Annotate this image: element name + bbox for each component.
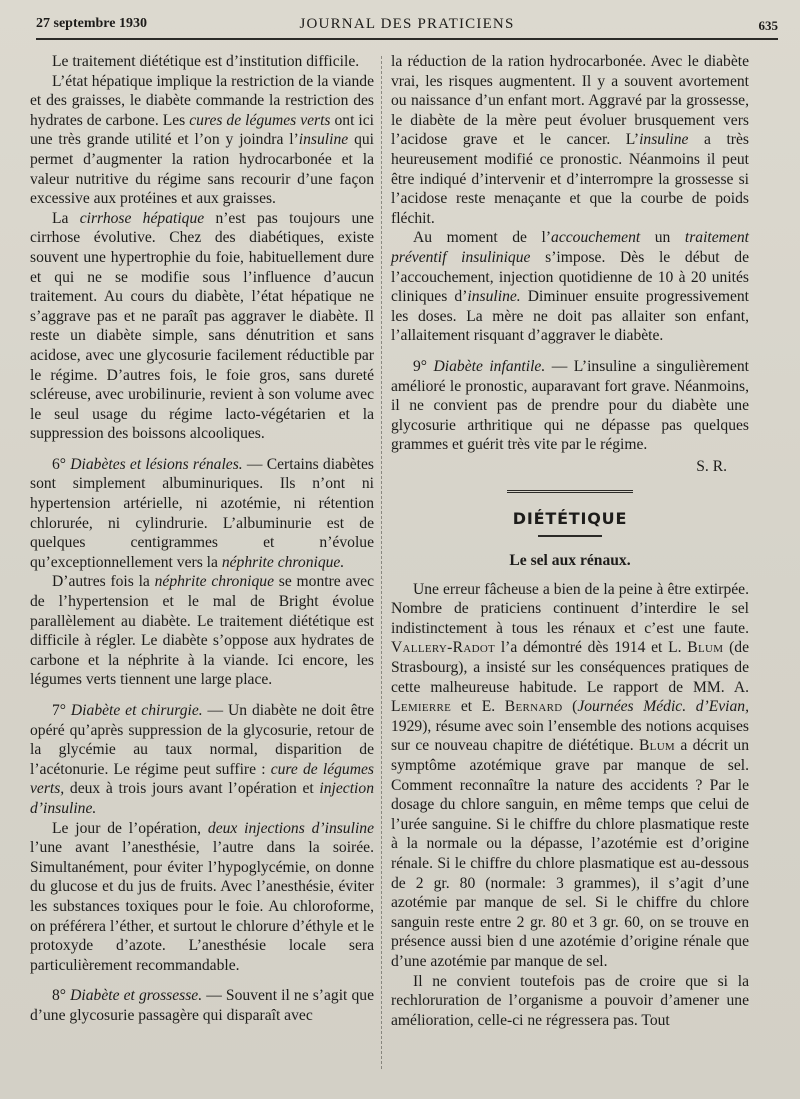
emphasis: cures de légumes verts (189, 111, 331, 129)
text: L’état hépatique implique la restriction de la viande et des graisses, le diabète commande la restriction des hydrates de carbone. Les (30, 72, 374, 129)
title-underline (538, 535, 602, 537)
section-separator (507, 490, 633, 493)
author-name: Blum (687, 639, 724, 657)
emphasis: néphrite chronique. (221, 553, 345, 571)
emphasis: accouchement (551, 229, 641, 247)
column-divider (381, 56, 382, 1069)
right-column (391, 52, 749, 1069)
section-number: 6° (52, 455, 71, 473)
emphasis: deux injections d’insuline (207, 819, 374, 837)
text: Une erreur fâcheuse a bien de la peine à être extirpée. Nombre de praticiens continuent d’interdire le sel indistinctement à tous les rénaux et c’est une faute. (391, 580, 749, 637)
text: et E. (451, 698, 505, 716)
emphasis: insuline (639, 131, 689, 149)
paragraph (391, 228, 749, 346)
text: Il ne convient toutefois pas de croire que si la rechloruration de l’organisme a pouvoir d’amener une amélioration, celle-ci ne régressera pas. Tout (391, 972, 749, 1029)
text: Diminuer ensuite progressivement les doses. La mère ne doit pas allaiter son enfant, l’allaitement risquant d’aggraver le diabète. (391, 288, 750, 345)
text: l’a démontré dès 1914 et L. (495, 639, 688, 657)
text: s’impose. Dès le début de l’accouchement, injection quotidienne de 10 à 20 unités cliniques d’ (391, 248, 749, 306)
emphasis: insuline (298, 131, 349, 149)
emphasis: cirrhose hépatique (79, 209, 205, 227)
left-column (30, 52, 374, 1069)
section-number: 9° (413, 357, 434, 375)
author-name: Blum (638, 737, 676, 755)
text: n’est pas toujours une cirrhose évolutive. Chez des diabétiques, existe souvent une hypertrophie du foie, habituellement dure et qui ne se modifie sous l’influence d’aucun traitement. Au cours du diabète, l’état hépatique ne s’aggrave pas et ne paraît pas aggraver le diabète. Il reste un diabète simple, sans dénutrition et sans acidose, avec une glycosurie facilement réductible par le régime. D’autres fois, le foie gros, sans dureté scléreuse, avec urobilinurie, revient à son volume avec le seul usage du régime lacto-végétarien et la suppression des boissons alcooliques. (30, 209, 374, 443)
section-heading: Diabète infantile. (433, 357, 546, 375)
author-signature: S. R. (696, 457, 727, 475)
text: ont ici une très grande utilité et l’on y joindra l’ (30, 111, 374, 149)
text: se montre avec de l’hypertension et le mal de Bright évolue parallèlement au diabète. Le traitement diététique est difficile à régler. Le diabète s’oppose aux hydrates de carbone et la néphrite à la viande. Ici encore, les légumes verts tiennent une large place. (30, 573, 375, 689)
text: (de Strasbourg), a insisté sur les conséquences pratiques de cette malheureuse habitude. Le rapport de MM. A. (391, 639, 749, 696)
paragraph (30, 72, 374, 209)
section-number: 7° (52, 702, 71, 719)
section-diabetes-infantile (391, 357, 749, 455)
section-number: 8° (52, 987, 71, 1005)
page-number: 635 (758, 18, 778, 33)
emphasis: insuline. (467, 288, 521, 306)
text: — Certains diabètes sont simplement albuminuriques. Ils n’ont ni hypertension artérielle, ni azotémie, ni rétention chlorurée, ni cylindrurie. L’albuminurie est de quelques centigrammes et n’évolue qu’exceptionnellement vers la (30, 455, 374, 571)
text: — Souvent il ne s’agit que d’une glycosurie passagère qui disparaît avec (30, 987, 375, 1024)
section-heading: Diabète et chirurgie. (70, 702, 203, 719)
section-diabetes-renal (30, 455, 374, 573)
text: La (52, 209, 80, 227)
emphasis: injection d’insuline. (30, 780, 374, 817)
section-diabetes-pregnancy (30, 986, 374, 1025)
article-title: Le sel aux rénaux. (509, 552, 631, 570)
citation: Journées Médic. d’Evian, (577, 698, 749, 716)
journal-title: JOURNAL DES PRATICIENS (299, 16, 515, 32)
text: deux à trois jours avant l’opération et (64, 780, 320, 798)
text: un (640, 229, 685, 247)
author-name: Bernard (504, 698, 563, 716)
section-diabetes-surgery (30, 701, 374, 819)
paragraph (30, 209, 374, 444)
text: qui permet d’augmenter la ration hydrocarbonée et la valeur nutritive du régime sans recourir d’une façon excessive aux protéines et aux graisses. (30, 131, 375, 208)
author-name: Vallery-Radot (391, 639, 496, 657)
text: D’autres fois la (52, 573, 155, 591)
text: a très heureusement modifié ce pronostic. Néanmoins il peut être indiqué d’intervenir et d’interrompre la grossesse si l’acidose reste menaçante et que la courbe de poids fléchit. (391, 131, 749, 227)
text: Le jour de l’opération, (52, 819, 208, 837)
section-heading: Diabètes et lésions rénales. (70, 455, 243, 473)
page-header (36, 14, 778, 38)
author-name: Lemierre (391, 698, 452, 716)
section-heading: Diabète et grossesse. (70, 987, 203, 1005)
issue-date: 27 septembre 1930 (36, 16, 147, 31)
paragraph (30, 572, 374, 690)
text: Au moment de l’ (413, 229, 552, 247)
text: Le traitement diététique est d’institution difficile. (52, 53, 360, 70)
paragraph (30, 52, 374, 72)
text: — L’insuline a singulièrement amélioré le pronostic, auparavant fort grave. Néanmoins, il ne convient pas de prendre pour du diabète une glycosurie arthritique qui ne dépasse pas quelques grammes et guérit très vite par le régime. (391, 357, 749, 454)
paragraph (391, 52, 749, 228)
paragraph (30, 819, 374, 976)
text: — Un diabète ne doit être opéré qu’après suppression de la glycosurie, retour de la glycémie au taux normal, disparition de l’acétonurie. Le régime peut suffire : (30, 702, 374, 778)
text: 1929), résume avec soin l’ensemble des notions acquises sur ce nouveau chapitre de diététique. (391, 717, 749, 755)
section-title: DIÉTÉTIQUE (512, 509, 628, 529)
emphasis: néphrite chronique (154, 573, 275, 591)
emphasis: cure de légumes verts, (30, 760, 374, 798)
paragraph (391, 580, 749, 972)
text: l’une avant l’anesthésie, l’autre dans la soirée. Simultanément, pour éviter l’hypoglycémie, on donne du glucose et du jus de fruits. Avec l’anesthésie, éviter les substances toxiques pour le foie. Au chloroforme, on préférera l’éther, et surtout le chlorure d’éthyle et le protoxyde d’azote. L’anesthésie locale sera particulièrement recommandable. (30, 839, 374, 974)
emphasis: traitement préventif insulinique (391, 229, 749, 266)
text: ( (562, 698, 578, 716)
text: a décrit un symptôme azotémique grave par manque de sel. Comment reconnaître la nature des accidents ? Par le dosage du chlore sanguin, en même temps que celui de l’urée sanguine. Si le chiffre du chlore plasmatique reste à la normale ou la dépasse, l’azotémie est d’origine rénale. Si le chiffre du chlore plasmatique est au-dessous de 2 gr. 80 (normale: 3 grammes), il s’agit d’une azotémie par manque de sel. Si le chiffre du chlore sanguin reste entre 2 gr. 80 et 3 gr. 60, on se trouve en présence aussi bien d une azotémie d’origine rénale que d’une azotémie par manque de sel. (391, 737, 749, 970)
text: la réduction de la ration hydrocarbonée. Avec le diabète vrai, les risques augmentent. Il y a souvent avortement ou naissance d’un enfant mort. Aggravé par la grossesse, le diabète de la mère peut évoluer brusquement vers l’acidose grave et le cancer. L’ (391, 53, 749, 149)
paragraph (391, 972, 749, 1031)
header-rule (36, 38, 778, 40)
